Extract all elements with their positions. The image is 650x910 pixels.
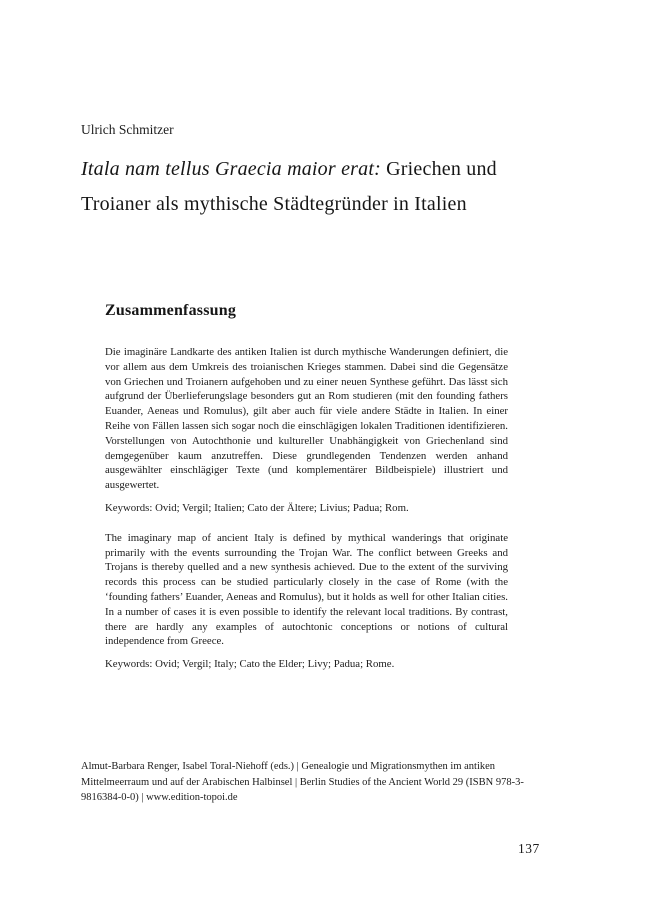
abstract-heading: Zusammenfassung <box>105 302 237 319</box>
abstract-de-keywords: Keywords: Ovid; Vergil; Italien; Cato der Ältere; Livius; Padua; Rom. <box>105 501 409 514</box>
abstract-section <box>105 301 508 687</box>
author-name: Ulrich Schmitzer <box>81 122 174 137</box>
abstract-en-body: The imaginary map of ancient Italy is defined by mythical wanderings that originate primarily with the events surrounding the Trojan War. The conflict between Greeks and Trojans is thereby quelled and a new synthesis achieved. Due to the extent of the surviving records this process can be studied particularly closely in the case of Rome (with the ‘founding fathers’ Euander, Aeneas and Romulus), but it holds as well for other Italian cities. In a number of cases it is even possible to identify the relevant local traditions. By contrast, there are hardly any examples of autochtonic conceptions or notions of cultural independence from Greece. <box>105 531 508 648</box>
abstract-de-body: Die imaginäre Landkarte des antiken Italien ist durch mythische Wanderungen definiert, die vor allem aus dem Umkreis des troianischen Krieges stammen. Dabei sind die Gegensätze von Griechen und Troianern aufgehoben und zu einer neuen Synthese geführt. Das lässt sich aufgrund der Überlieferungslage besonders gut an Rom studieren (mit den founding fathers Euander, Aeneas und Romulus), gilt aber auch für viele andere Städte in Italien. In einer Reihe von Fällen lassen sich sogar noch die einschlägigen lokalen Traditionen identifizieren. Vorstellungen von Autochthonie und kultureller Unabhängigkeit von Griechenland sind demgegenüber kaum anzutreffen. Diese grundlegenden Tendenzen werden anhand ausgewählter einschlägiger Texte (und komplementärer Bildbeispiele) illustriert und ausgewertet. <box>105 346 508 492</box>
footer-line: 9816384-0-0) | www.edition-topoi.de <box>81 792 238 803</box>
title-line-1 <box>81 152 601 187</box>
title-line-2: Troianer als mythische Städtegründer in Italien <box>81 192 467 215</box>
abstract-en-keywords: Keywords: Ovid; Vergil; Italy; Cato the Elder; Livy; Padua; Rome. <box>105 658 395 671</box>
footer-citation <box>81 759 524 806</box>
title-regular-part: Griechen und <box>386 158 497 180</box>
title-italic-part: Itala nam tellus Graecia maior erat: <box>81 158 381 180</box>
footer-line: Almut-Barbara Renger, Isabel Toral-Niehoff (eds.) | Genealogie und Migrationsmythen im antiken <box>81 761 496 772</box>
paper-title <box>81 152 601 221</box>
page-number: 137 <box>518 841 540 856</box>
footer-line: Mittelmeerraum und auf der Arabischen Halbinsel | Berlin Studies of the Ancient World 29 (ISBN 978-3- <box>81 776 524 788</box>
